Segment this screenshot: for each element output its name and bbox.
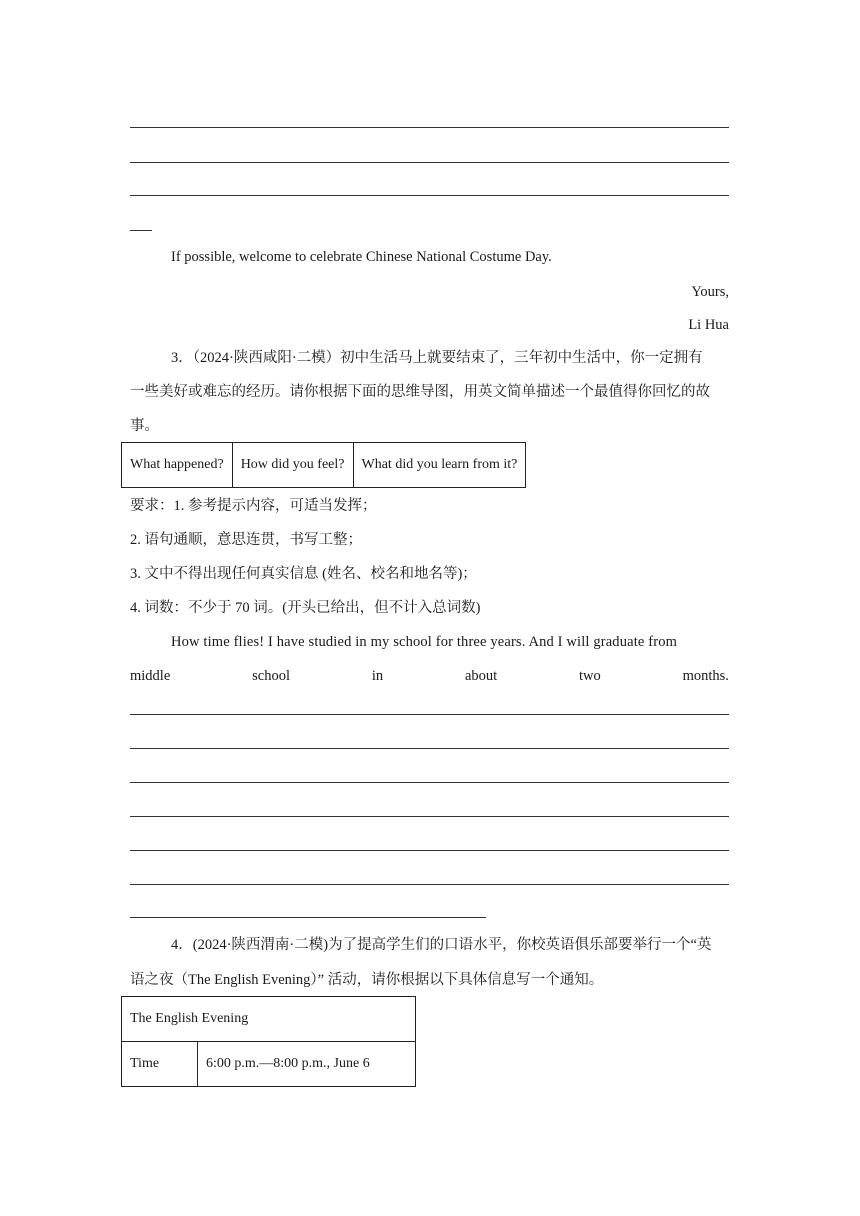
q3-opening-line1: How time flies! I have studied in my school for three years. And I will graduate from [171, 634, 678, 650]
writing-line[interactable] [130, 714, 729, 715]
mindmap-cell: How did you feel? [232, 443, 353, 488]
q4-prompt-line1: 4．(2024·陕西渭南·二模)为了提高学生们的口语水平，你校英语俱乐部要举行一个“英 [171, 937, 712, 953]
q3-prompt-line3: 事。 [130, 418, 159, 434]
writing-line[interactable] [130, 850, 729, 851]
opening-word: about [464, 668, 498, 684]
writing-line[interactable] [130, 782, 729, 783]
opening-word: middle [130, 668, 171, 684]
q3-requirement: 要求：1. 参考提示内容，可适当发挥； [130, 498, 377, 514]
q3-requirement: 2. 语句通顺，意思连贯，书写工整； [130, 532, 362, 548]
writing-line[interactable] [130, 748, 729, 749]
q4-prompt-line2: 语之夜（The English Evening）” 活动，请你根据以下具体信息写一个通知。 [130, 972, 604, 988]
mindmap-cell: What happened? [122, 443, 233, 488]
q3-prompt-line1: 3．（2024·陕西咸阳·二模）初中生活马上就要结束了，三年初中生活中，你一定拥有 [171, 350, 703, 366]
writing-line[interactable] [130, 884, 729, 885]
writing-line[interactable] [130, 816, 729, 817]
writing-line[interactable] [130, 127, 729, 128]
q4-table-value: 6:00 p.m.—8:00 p.m., June 6 [198, 1042, 416, 1087]
q4-info-table [121, 996, 416, 1087]
closing-line: If possible, welcome to celebrate Chinese National Costume Day. [171, 249, 552, 265]
opening-word: months. [682, 668, 729, 684]
q3-opening-line2 [130, 667, 729, 685]
q4-table-label: Time [122, 1042, 198, 1087]
signature: Li Hua [688, 317, 729, 333]
q3-requirement: 4. 词数：不少于 70 词。(开头已给出，但不计入总词数) [130, 600, 481, 616]
signoff: Yours, [691, 284, 729, 300]
q4-table-header: The English Evening [122, 997, 416, 1042]
q3-requirement: 3. 文中不得出现任何真实信息 (姓名、校名和地名等)； [130, 566, 477, 582]
writing-line[interactable] [130, 162, 729, 163]
opening-word: in [371, 668, 384, 684]
mindmap-cell: What did you learn from it? [353, 443, 526, 488]
writing-line-short[interactable] [130, 230, 152, 231]
q3-prompt-line2: 一些美好或难忘的经历。请你根据下面的思维导图，用英文简单描述一个最值得你回忆的故 [130, 384, 710, 400]
q3-mindmap-table [121, 442, 526, 488]
writing-line-short[interactable] [130, 917, 486, 918]
writing-line[interactable] [130, 195, 729, 196]
opening-word: two [579, 668, 601, 684]
opening-word: school [252, 668, 290, 684]
